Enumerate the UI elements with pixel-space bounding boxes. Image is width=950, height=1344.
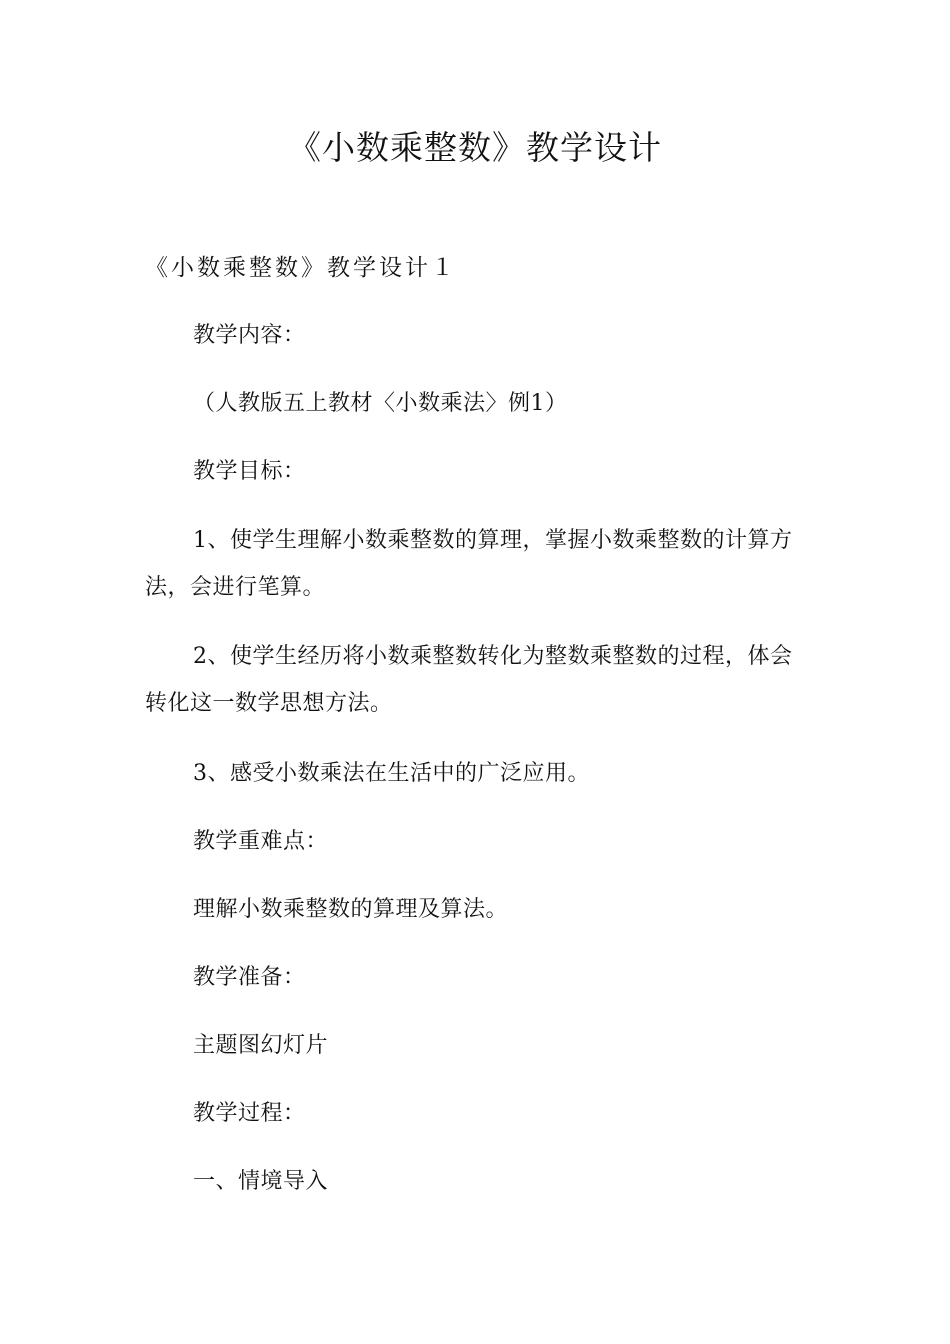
paragraph-step-1: 一、情境导入 xyxy=(193,1169,329,1194)
paragraph-teaching-goals-label: 教学目标： xyxy=(193,459,306,484)
paragraph-key-points-label: 教学重难点： xyxy=(193,829,329,854)
paragraph-key-points: 理解小数乘整数的算理及算法。 xyxy=(193,897,509,922)
paragraph-process-label: 教学过程： xyxy=(193,1101,306,1126)
document-title: 《小数乘整数》教学设计 xyxy=(288,128,662,167)
paragraph-goal-3: 3、感受小数乘法在生活中的广泛应用。 xyxy=(193,761,590,786)
paragraph-teaching-content-label: 教学内容： xyxy=(193,323,306,348)
section-heading: 《小数乘整数》教学设计１ xyxy=(145,255,457,281)
paragraph-textbook-reference: （人教版五上教材〈小数乘法〉例1） xyxy=(193,391,568,416)
paragraph-goal-1: 1、使学生理解小数乘整数的算理，掌握小数乘整数的计算方法，会进行笔算。 xyxy=(145,528,793,600)
paragraph-preparation: 主题图幻灯片 xyxy=(193,1033,329,1058)
paragraph-goal-2: 2、使学生经历将小数乘整数转化为整数乘整数的过程，体会转化这一数学思想方法。 xyxy=(145,644,793,716)
paragraph-preparation-label: 教学准备： xyxy=(193,965,306,990)
